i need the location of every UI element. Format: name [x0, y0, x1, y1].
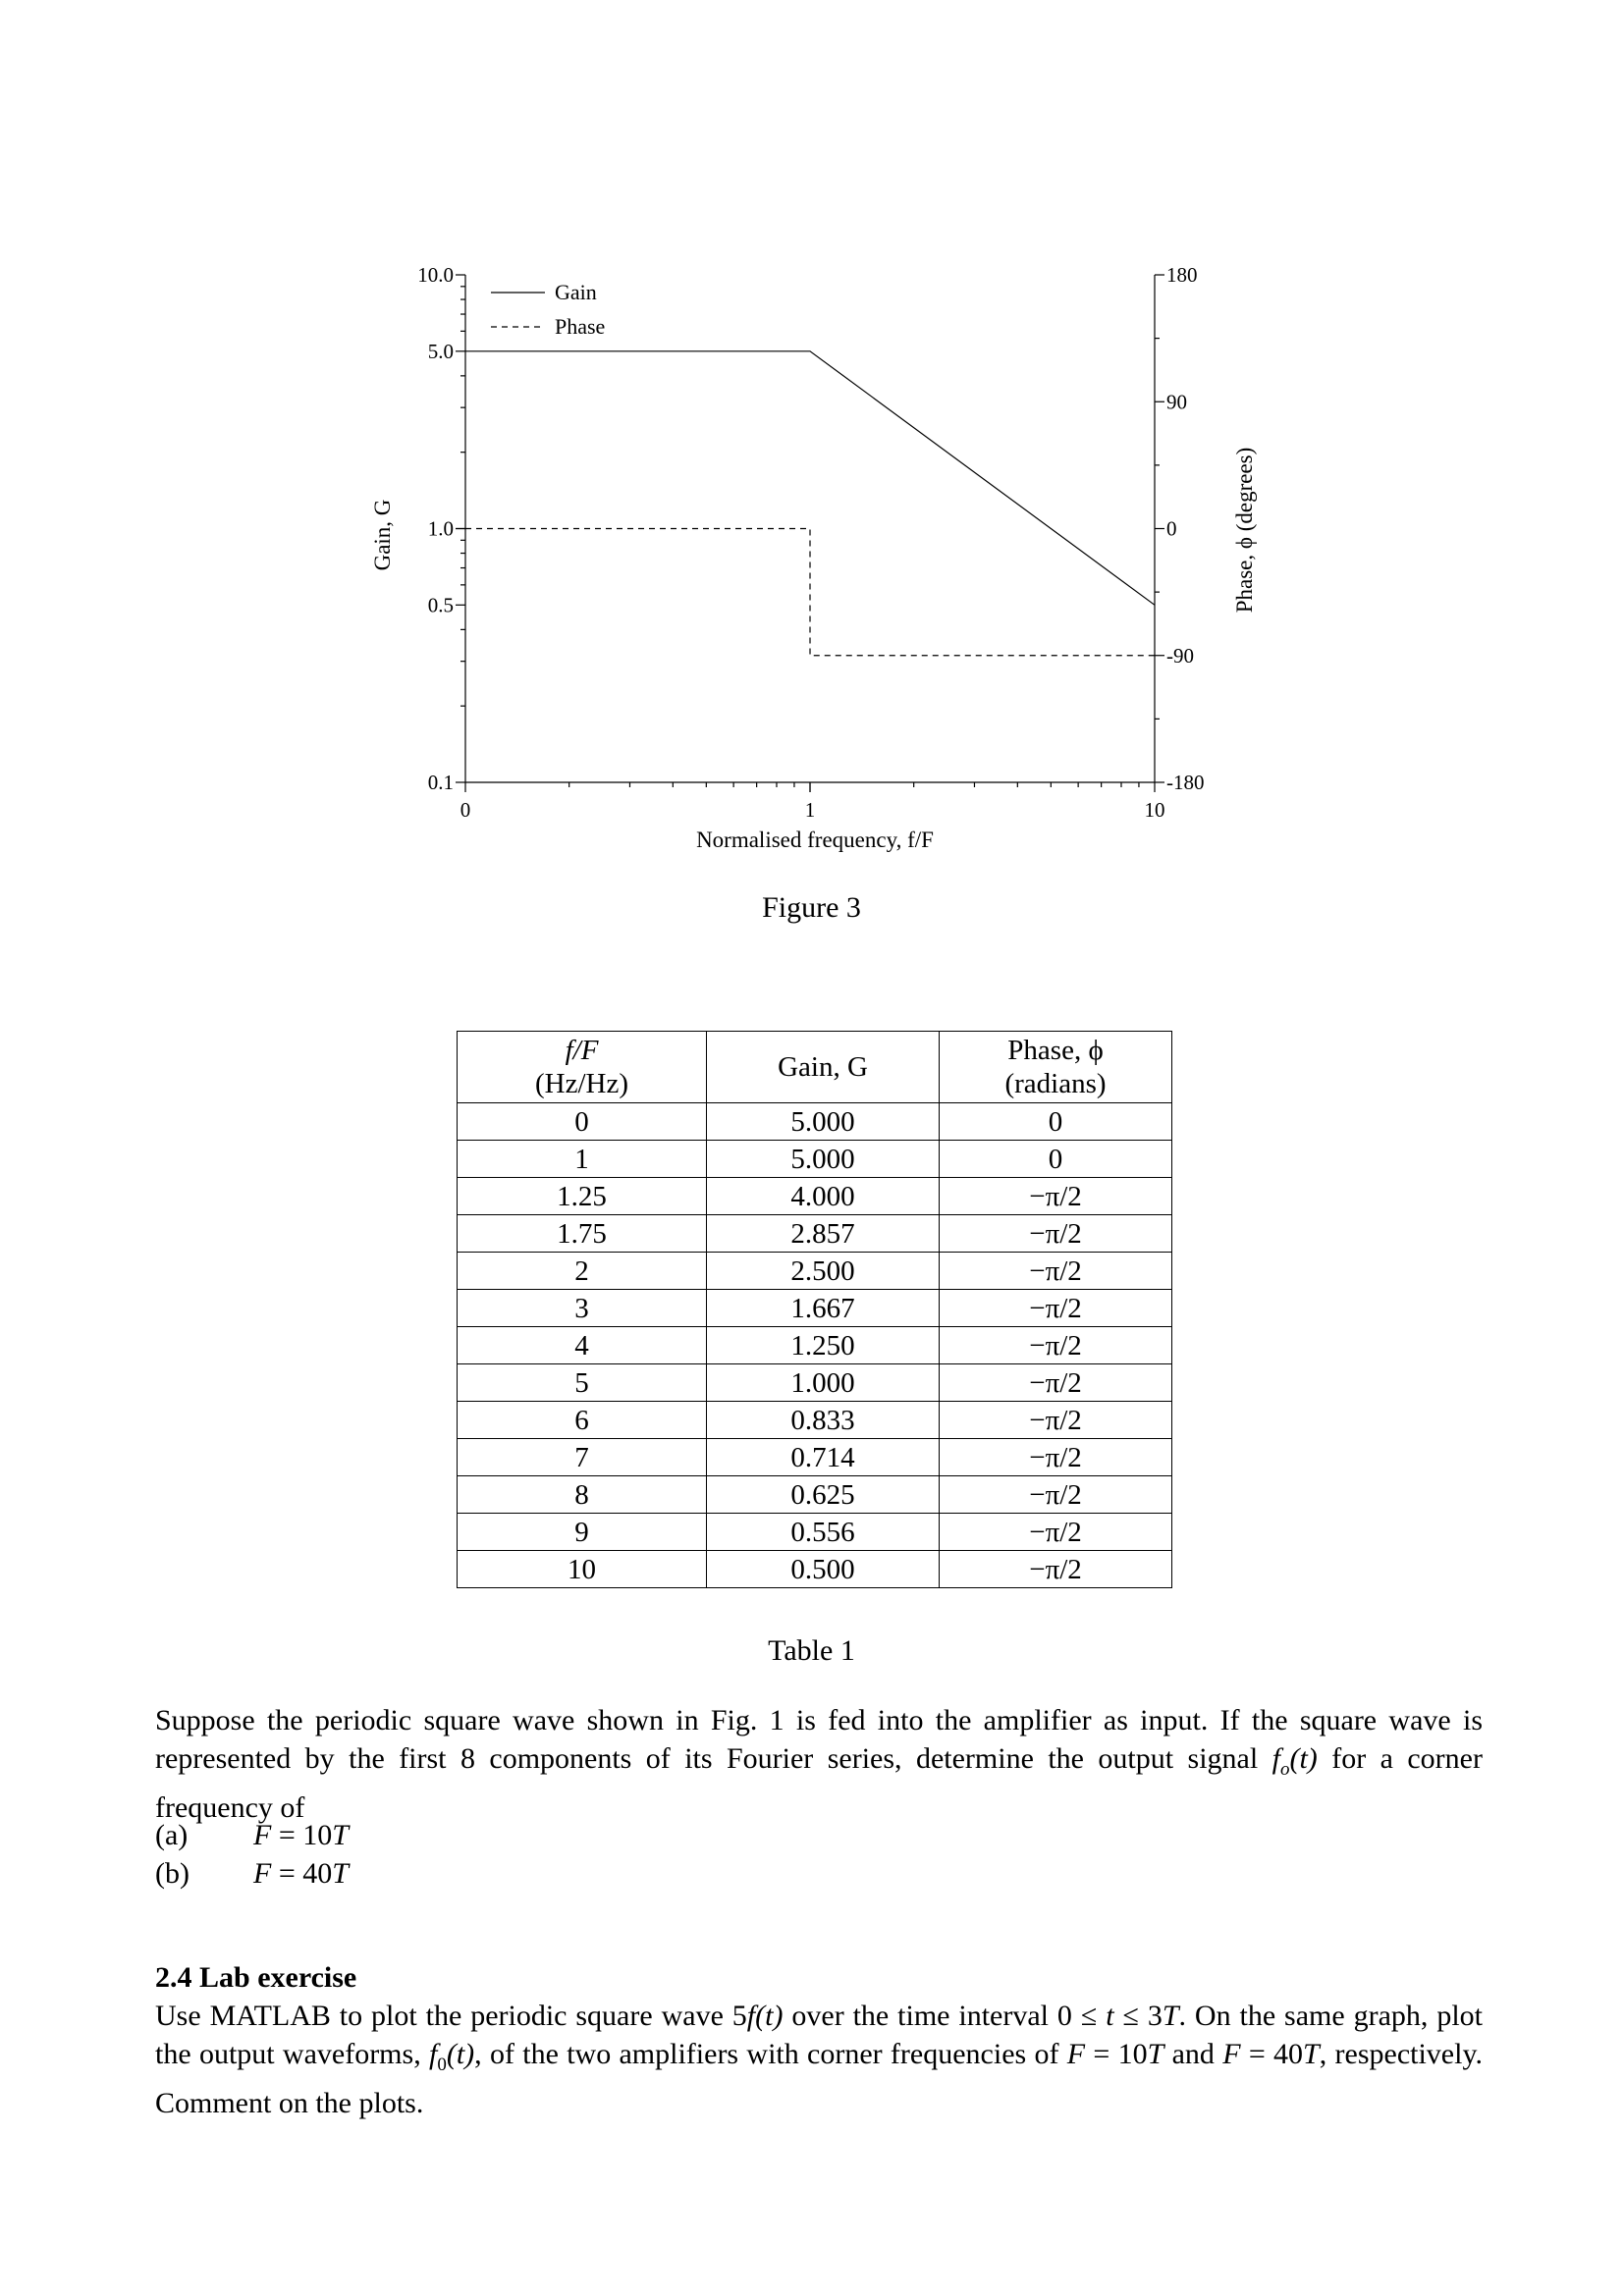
section-heading: 2.4 Lab exercise — [155, 1961, 357, 1994]
y-right-tick-label: 180 — [1166, 263, 1198, 287]
lab-text-5: , of the two amplifiers with corner frequencies of — [474, 2038, 1067, 2070]
question-text-2: for a corner frequency of — [155, 1742, 1483, 1824]
y-right-tick-label: 0 — [1166, 516, 1177, 541]
y-axis-left-label: Gain, G — [370, 499, 395, 571]
item-a-value: = 10 — [271, 1819, 333, 1851]
item-b-value: = 40 — [271, 1857, 333, 1890]
item-a-label: (a) — [155, 1819, 189, 1851]
table-row — [458, 1327, 1172, 1364]
header-frequency-symbol: f/F — [565, 1035, 599, 1066]
lab-T1: T — [1147, 2038, 1164, 2070]
lab-f: f — [746, 2000, 756, 2032]
cell-frequency: 3 — [458, 1290, 707, 1327]
table-row — [458, 1364, 1172, 1402]
item-a — [155, 1819, 349, 1852]
cell-phase: −π/2 — [940, 1402, 1172, 1439]
table-row — [458, 1439, 1172, 1476]
cell-gain: 4.000 — [707, 1178, 940, 1215]
table-row — [458, 1514, 1172, 1551]
figure-caption: Figure 3 — [762, 891, 861, 924]
item-b — [155, 1857, 349, 1891]
legend-label: Phase — [555, 314, 606, 339]
table-row — [458, 1253, 1172, 1290]
cell-frequency: 1.25 — [458, 1178, 707, 1215]
y-left-tick-label: 0.1 — [427, 771, 454, 794]
lab-text-3: ≤ 3 — [1113, 2000, 1163, 2032]
data-table — [457, 1031, 1172, 1588]
lab-text-7: and — [1163, 2038, 1223, 2070]
x-axis-label: Normalised frequency, f/F — [696, 828, 934, 852]
cell-frequency: 6 — [458, 1402, 707, 1439]
table-row — [458, 1476, 1172, 1514]
cell-gain: 5.000 — [707, 1141, 940, 1178]
item-a-F: F — [253, 1819, 272, 1851]
phase-series-line — [465, 529, 1155, 656]
lab-text-4: . On the same graph, plot the output waveforms, — [155, 2000, 1483, 2070]
x-tick-label: 10 — [1144, 798, 1165, 822]
fo-subscript: o — [1279, 1759, 1290, 1780]
header-gain — [707, 1032, 940, 1103]
lab-text-1: Use MATLAB to plot the periodic square wave 5 — [155, 2000, 747, 2032]
cell-gain: 1.000 — [707, 1364, 940, 1402]
cell-phase: −π/2 — [940, 1514, 1172, 1551]
y-right-tick-label: -180 — [1166, 771, 1205, 794]
lab-text-2: over the time interval 0 ≤ — [783, 2000, 1107, 2032]
cell-gain: 0.500 — [707, 1551, 940, 1588]
cell-gain: 0.714 — [707, 1439, 940, 1476]
chart-legend — [491, 280, 605, 339]
lab-f0-subscript: 0 — [437, 2055, 447, 2075]
lab-text-9: , respectively. Comment on the plots. — [155, 2038, 1484, 2119]
fo-arg: (t) — [1289, 1742, 1318, 1775]
y-right-tick-label: -90 — [1166, 643, 1194, 667]
cell-phase: −π/2 — [940, 1178, 1172, 1215]
cell-gain: 0.556 — [707, 1514, 940, 1551]
header-phase — [940, 1032, 1172, 1103]
cell-phase: −π/2 — [940, 1290, 1172, 1327]
cell-frequency: 4 — [458, 1327, 707, 1364]
chart-series — [465, 351, 1155, 656]
y-left-tick-label: 0.5 — [427, 593, 454, 617]
lab-T: T — [1162, 2000, 1179, 2032]
lab-text-8: = 40 — [1240, 2038, 1304, 2070]
cell-frequency: 7 — [458, 1439, 707, 1476]
cell-phase: −π/2 — [940, 1327, 1172, 1364]
cell-phase: 0 — [940, 1141, 1172, 1178]
cell-frequency: 1.75 — [458, 1215, 707, 1253]
lab-text-6: = 10 — [1085, 2038, 1148, 2070]
header-phase-label: Phase, ϕ — [1007, 1035, 1104, 1066]
cell-phase: −π/2 — [940, 1439, 1172, 1476]
table-row — [458, 1103, 1172, 1141]
y-right-tick-label: 90 — [1166, 390, 1187, 414]
header-gain-label: Gain, G — [778, 1051, 868, 1083]
cell-phase: −π/2 — [940, 1476, 1172, 1514]
lab-f0: f — [429, 2038, 438, 2070]
y-left-tick-label: 10.0 — [417, 263, 454, 287]
table-row — [458, 1141, 1172, 1178]
item-a-T: T — [332, 1819, 349, 1851]
cell-gain: 2.500 — [707, 1253, 940, 1290]
y-left-tick-label: 1.0 — [427, 516, 454, 541]
item-b-F: F — [253, 1857, 272, 1890]
cell-frequency: 8 — [458, 1476, 707, 1514]
table-row — [458, 1402, 1172, 1439]
cell-gain: 1.667 — [707, 1290, 940, 1327]
y-left-tick-label: 5.0 — [427, 339, 454, 363]
cell-phase: −π/2 — [940, 1551, 1172, 1588]
cell-gain: 1.250 — [707, 1327, 940, 1364]
cell-frequency: 1 — [458, 1141, 707, 1178]
y-axis-right-label: Phase, ϕ (degrees) — [1232, 447, 1257, 614]
table-header-row — [458, 1032, 1172, 1103]
lab-F2: F — [1222, 2038, 1241, 2070]
header-frequency-unit: (Hz/Hz) — [534, 1068, 628, 1099]
table-row — [458, 1215, 1172, 1253]
cell-phase: 0 — [940, 1103, 1172, 1141]
table-caption: Table 1 — [768, 1634, 855, 1667]
lab-T2: T — [1303, 2038, 1320, 2070]
cell-frequency: 5 — [458, 1364, 707, 1402]
cell-phase: −π/2 — [940, 1253, 1172, 1290]
lab-paragraph — [155, 1997, 1483, 2122]
chart-ticks — [417, 263, 1204, 822]
cell-phase: −π/2 — [940, 1364, 1172, 1402]
question-text-1: Suppose the periodic square wave shown in Fig. 1 is fed into the amplifier as input. If the square wave is represented by the first 8 components of its Fourier series, determine the output signal — [155, 1704, 1483, 1775]
lab-t: t — [1106, 2000, 1114, 2032]
cell-frequency: 0 — [458, 1103, 707, 1141]
table-row — [458, 1290, 1172, 1327]
lab-f-arg: (t) — [755, 2000, 784, 2032]
fo-symbol: f — [1271, 1742, 1280, 1775]
lab-f0-arg: (t) — [446, 2038, 475, 2070]
table-row — [458, 1178, 1172, 1215]
cell-phase: −π/2 — [940, 1215, 1172, 1253]
cell-frequency: 10 — [458, 1551, 707, 1588]
x-tick-label: 1 — [804, 798, 816, 822]
cell-gain: 2.857 — [707, 1215, 940, 1253]
cell-gain: 0.625 — [707, 1476, 940, 1514]
header-phase-unit: (radians) — [1004, 1068, 1107, 1099]
cell-frequency: 9 — [458, 1514, 707, 1551]
lab-F1: F — [1066, 2038, 1086, 2070]
cell-frequency: 2 — [458, 1253, 707, 1290]
x-tick-label: 0 — [460, 798, 471, 822]
figure-3-chart — [0, 0, 1623, 982]
question-paragraph — [155, 1701, 1483, 1827]
cell-gain: 0.833 — [707, 1402, 940, 1439]
header-frequency — [458, 1032, 707, 1103]
cell-gain: 5.000 — [707, 1103, 940, 1141]
item-b-label: (b) — [155, 1857, 189, 1890]
legend-label: Gain — [555, 280, 597, 304]
item-b-T: T — [332, 1857, 349, 1890]
table-row — [458, 1551, 1172, 1588]
